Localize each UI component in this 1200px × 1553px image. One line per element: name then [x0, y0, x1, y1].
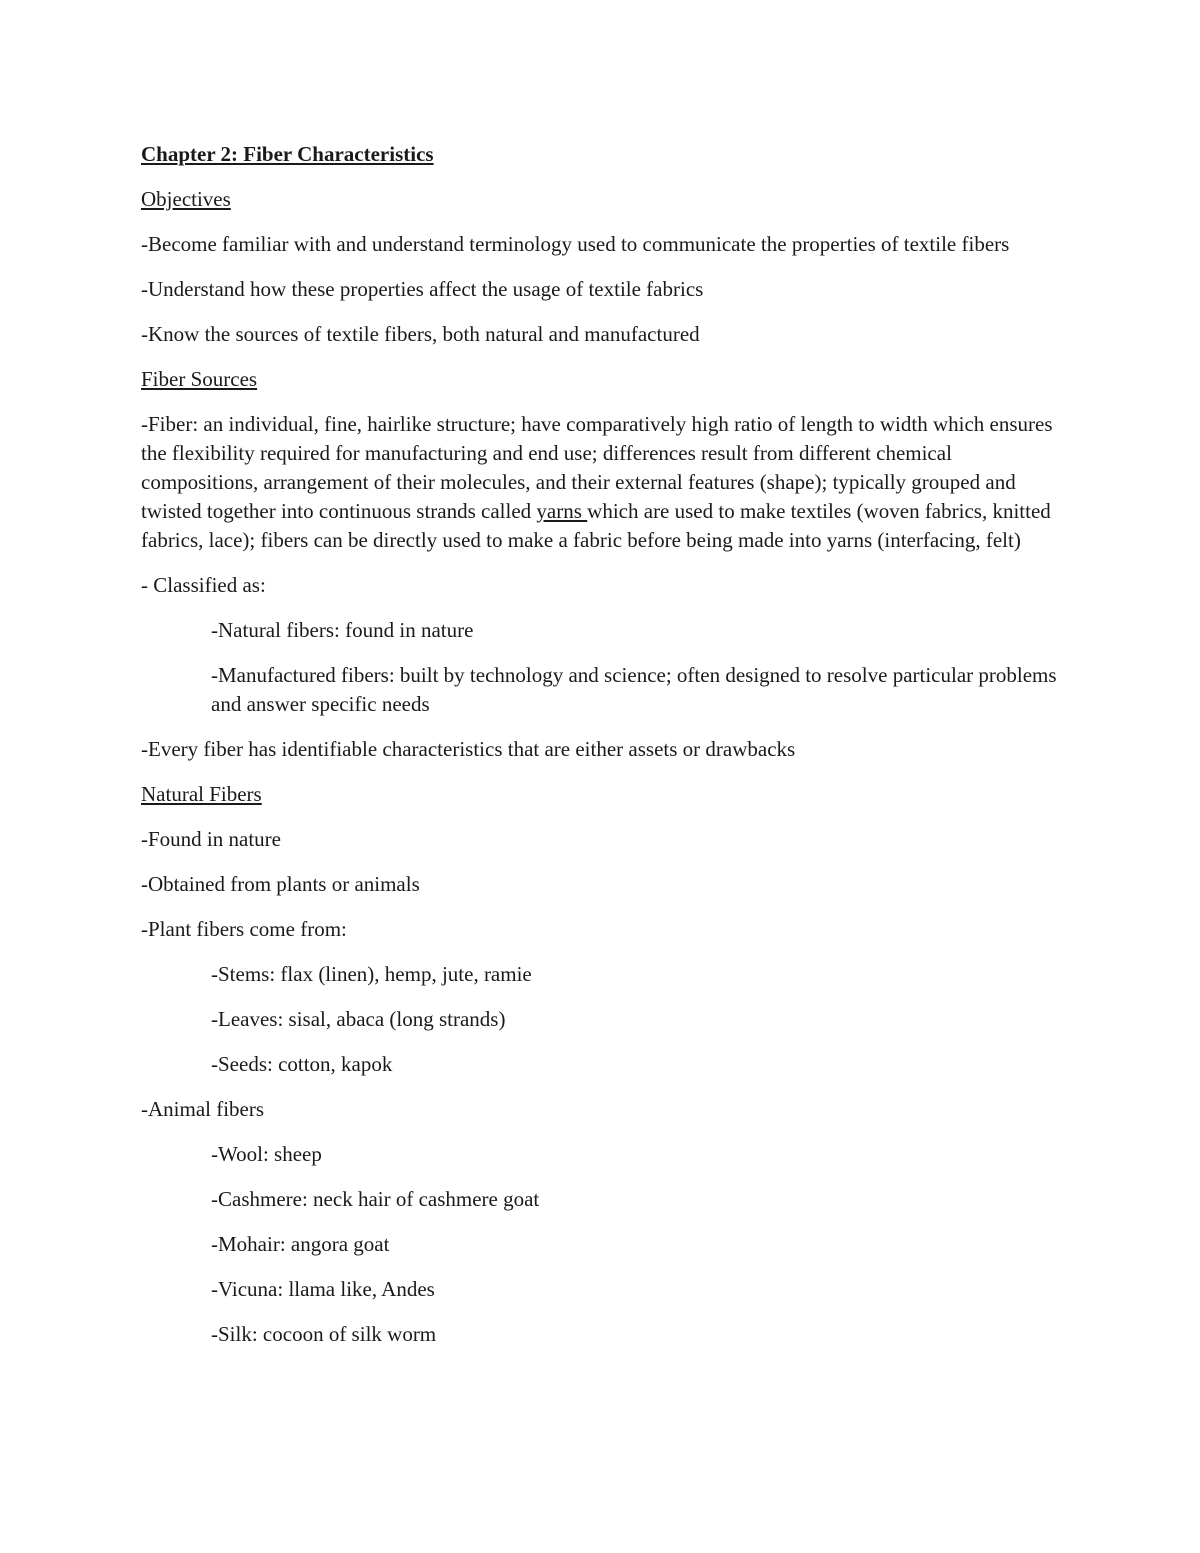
- yarns-term: yarns: [536, 499, 588, 523]
- plant-fiber-item: -Seeds: cotton, kapok: [211, 1052, 393, 1076]
- objective-item: -Know the sources of textile fibers, both natural and manufactured: [141, 322, 700, 346]
- fiber-definition: [141, 410, 1061, 555]
- objectives-heading: Objectives: [141, 187, 231, 211]
- plant-fiber-item: -Stems: flax (linen), hemp, jute, ramie: [211, 962, 532, 986]
- objective-item: -Understand how these properties affect the usage of textile fabrics: [141, 277, 704, 301]
- animal-fiber-item: -Cashmere: neck hair of cashmere goat: [211, 1187, 540, 1211]
- natural-obtained: -Obtained from plants or animals: [141, 872, 420, 896]
- animal-fiber-item: -Mohair: angora goat: [211, 1232, 390, 1256]
- natural-fibers-heading: Natural Fibers: [141, 782, 262, 806]
- fiber-definition-text: -Fiber: an individual, fine, hairlike structure; have comparatively high ratio of length to width which ensures the flexibility required for manufacturing and end use; differences result from different chemical compositions, arrangement of their molecules, and their external features (shape); typically grouped and twisted together into continuous strands called: [141, 412, 1053, 523]
- plant-fibers-intro: -Plant fibers come from:: [141, 917, 347, 941]
- fiber-sources-heading: Fiber Sources: [141, 367, 258, 391]
- plant-fiber-item: -Leaves: sisal, abaca (long strands): [211, 1007, 506, 1031]
- objective-item: -Become familiar with and understand terminology used to communicate the properties of textile fibers: [141, 232, 1010, 256]
- classified-label: - Classified as:: [141, 573, 266, 597]
- animal-fiber-item: -Silk: cocoon of silk worm: [211, 1322, 437, 1346]
- animal-fiber-item: -Wool: sheep: [211, 1142, 322, 1166]
- class-item: -Natural fibers: found in nature: [211, 618, 474, 642]
- fiber-sources-closing: -Every fiber has identifiable characteristics that are either assets or drawbacks: [141, 737, 796, 761]
- fiber-definition-text-end: which are used to make textiles (woven fabrics, knitted fabrics, lace); fibers can be directly used to make a fabric before being made into yarns (interfacing, felt): [141, 499, 1051, 552]
- animal-fibers-intro: -Animal fibers: [141, 1097, 265, 1121]
- chapter-title: Chapter 2: Fiber Characteristics: [141, 142, 434, 166]
- document-page: [141, 140, 1061, 1365]
- class-item: -Manufactured fibers: built by technology and science; often designed to resolve particular problems and answer specific needs: [211, 663, 1057, 716]
- animal-fiber-item: -Vicuna: llama like, Andes: [211, 1277, 435, 1301]
- natural-found: -Found in nature: [141, 827, 281, 851]
